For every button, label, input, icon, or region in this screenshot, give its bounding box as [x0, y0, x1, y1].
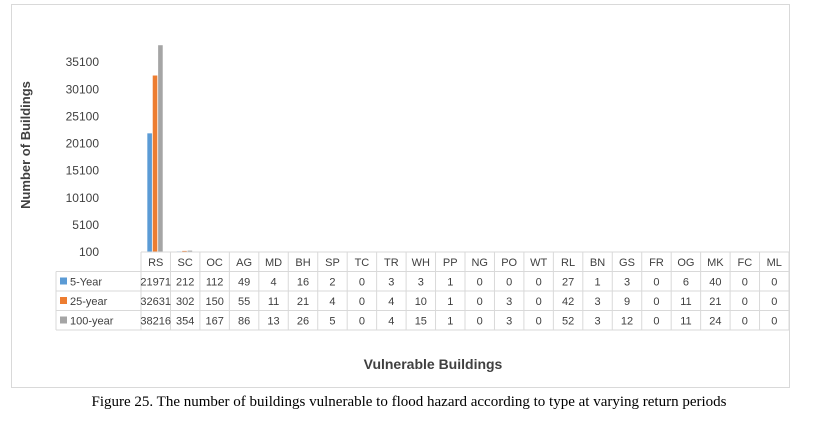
- bar-rs-100-year: [158, 45, 163, 252]
- data-label: 0: [771, 276, 778, 289]
- legend-key-25-year: [60, 297, 67, 304]
- data-label: 0: [506, 276, 513, 289]
- data-label: 167: [205, 315, 224, 328]
- category-label: NG: [471, 257, 488, 269]
- figure-caption: Figure 25. The number of buildings vulnerable to flood hazard according to type at varying return periods: [91, 394, 727, 410]
- data-label: 55: [237, 296, 251, 308]
- y-tick-label: 100: [78, 245, 99, 259]
- data-label: 3: [506, 315, 513, 328]
- category-label: BH: [295, 257, 311, 269]
- data-label: 0: [741, 296, 748, 308]
- data-label: 49: [237, 276, 251, 289]
- y-tick-label: 15100: [65, 163, 99, 178]
- data-label: 1: [594, 276, 601, 289]
- data-label: 1: [447, 276, 454, 289]
- legend-label-100-year: 100-year: [70, 315, 114, 328]
- data-label: 15: [414, 315, 427, 328]
- data-label: 86: [237, 315, 251, 328]
- legend-label-25-year: 25-year: [70, 296, 108, 308]
- data-label: 27: [561, 276, 575, 289]
- data-label: 42: [561, 296, 575, 308]
- data-label: 52: [561, 315, 575, 328]
- data-label: 3: [594, 315, 601, 328]
- data-label: 0: [653, 296, 660, 308]
- data-label: 6: [682, 276, 689, 289]
- legend-key-100-year: [60, 317, 67, 324]
- data-label: 0: [771, 296, 778, 308]
- data-label: 4: [388, 315, 395, 328]
- legend-key-5-year: [60, 278, 67, 285]
- data-label: 1: [447, 296, 454, 308]
- data-label: 302: [176, 296, 195, 308]
- data-label: 0: [653, 276, 660, 289]
- y-tick-label: 20100: [65, 136, 99, 151]
- data-label: 38216: [140, 315, 172, 328]
- data-label: 21971: [140, 276, 172, 289]
- data-label: 0: [476, 296, 483, 308]
- data-label: 13: [267, 315, 280, 328]
- y-tick-label: 35100: [65, 55, 99, 70]
- data-label: 0: [476, 276, 483, 289]
- data-label: 4: [270, 276, 277, 289]
- category-label: GS: [619, 257, 635, 269]
- x-axis-label: Vulnerable Buildings: [363, 356, 503, 372]
- data-label: 150: [205, 296, 224, 308]
- data-label: 2: [329, 276, 336, 289]
- data-label: 3: [388, 276, 395, 289]
- data-label: 354: [176, 315, 195, 328]
- data-label: 1: [447, 315, 454, 328]
- category-label: TC: [354, 257, 370, 269]
- data-label: 0: [535, 315, 542, 328]
- data-label: 0: [535, 296, 542, 308]
- data-label: 0: [771, 315, 778, 328]
- data-label: 112: [205, 276, 224, 289]
- category-label: TR: [384, 257, 399, 269]
- data-label: 26: [296, 315, 310, 328]
- category-label: FC: [737, 257, 753, 269]
- data-label: 21: [709, 296, 722, 308]
- category-label: SC: [177, 257, 193, 269]
- bar-chart: [12, 5, 791, 389]
- category-label: PO: [501, 257, 518, 269]
- category-label: RL: [561, 257, 576, 269]
- bar-rs-25-year: [153, 76, 158, 252]
- data-label: 4: [388, 296, 395, 308]
- data-label: 24: [709, 315, 722, 328]
- data-label: 4: [329, 296, 336, 308]
- data-label: 40: [709, 276, 722, 289]
- data-label: 21: [296, 296, 310, 308]
- data-label: 0: [358, 296, 365, 308]
- data-label: 3: [417, 276, 424, 289]
- data-label: 0: [358, 276, 365, 289]
- bar-rs-5-year: [147, 133, 152, 252]
- data-label: 212: [176, 276, 195, 289]
- data-label: 0: [476, 315, 483, 328]
- y-tick-label: 10100: [65, 190, 99, 205]
- legend-label-5-year: 5-Year: [70, 276, 103, 289]
- data-label: 0: [535, 276, 542, 289]
- category-label: PP: [442, 257, 458, 269]
- data-label: 0: [741, 315, 748, 328]
- category-label: ML: [766, 257, 782, 269]
- category-label: FR: [649, 257, 664, 269]
- y-tick-label: 25100: [65, 109, 99, 124]
- category-label: BN: [589, 257, 606, 269]
- data-label: 11: [267, 296, 280, 308]
- data-label: 32631: [140, 296, 172, 308]
- category-label: MD: [264, 257, 283, 269]
- data-label: 10: [414, 296, 427, 308]
- data-label: 3: [594, 296, 601, 308]
- category-label: OG: [677, 257, 695, 269]
- data-label: 0: [741, 276, 748, 289]
- y-tick-label: 30100: [65, 82, 99, 97]
- data-label: 3: [506, 296, 513, 308]
- data-label: 16: [296, 276, 310, 289]
- data-label: 0: [358, 315, 365, 328]
- data-label: 11: [680, 296, 692, 308]
- category-label: WT: [530, 257, 548, 269]
- category-label: AG: [236, 257, 253, 269]
- data-label: 0: [653, 315, 660, 328]
- category-label: RS: [148, 257, 164, 269]
- y-axis-label: Number of Buildings: [18, 81, 33, 209]
- data-label: 11: [680, 315, 692, 328]
- category-label: SP: [325, 257, 340, 269]
- category-label: MK: [707, 257, 724, 269]
- data-label: 3: [623, 276, 631, 289]
- chart-frame: [11, 4, 790, 388]
- data-label: 12: [620, 315, 634, 328]
- category-label: OC: [206, 257, 223, 269]
- data-label: 5: [329, 315, 336, 328]
- y-tick-label: 5100: [72, 217, 99, 232]
- category-label: WH: [411, 257, 430, 269]
- data-label: 9: [623, 296, 631, 308]
